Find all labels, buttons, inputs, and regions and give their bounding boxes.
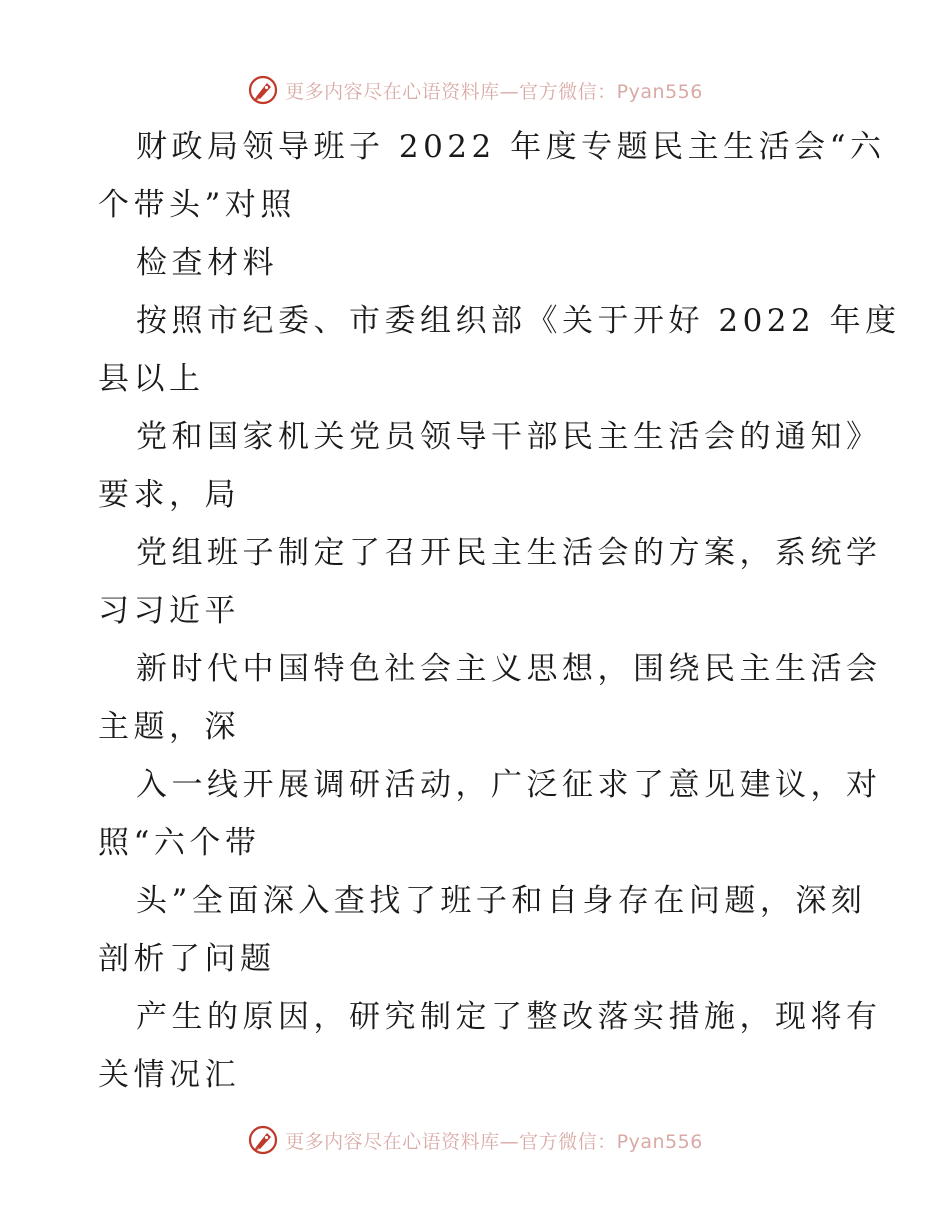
footer-banner-text: 更多内容尽在心语资料库—官方微信：Pyan556 (285, 1130, 703, 1153)
paragraph-line: 头”全面深入查找了班子和自身存在问题，深刻 (136, 883, 867, 919)
paragraph-line: 关情况汇 (98, 1057, 240, 1093)
paragraph-line: 党和国家机关党员领导干部民主生活会的通知》 (136, 419, 882, 455)
paragraph-line: 剖析了问题 (98, 941, 276, 977)
paragraph-line: 入一线开展调研活动，广泛征求了意见建议，对 (136, 767, 882, 803)
header-banner-text: 更多内容尽在心语资料库—官方微信：Pyan556 (285, 80, 703, 103)
title-line-1: 财政局领导班子 2022 年度专题民主生活会“六 (136, 129, 886, 165)
pen-nib-logo-icon (247, 74, 279, 106)
paragraph-line: 产生的原因，研究制定了整改落实措施，现将有 (136, 999, 882, 1035)
paragraph-line: 要求，局 (98, 477, 240, 513)
title-line-2: 个带头”对照 (98, 187, 296, 223)
subtitle-line: 检查材料 (136, 245, 278, 281)
paragraph-line: 习习近平 (98, 593, 240, 629)
paragraph-line: 按照市纪委、市委组织部《关于开好 2022 年度 (136, 303, 901, 339)
paragraph-line: 党组班子制定了召开民主生活会的方案，系统学 (136, 535, 882, 571)
paragraph-line: 新时代中国特色社会主义思想，围绕民主生活会 (136, 651, 882, 687)
pen-nib-logo-icon (247, 1124, 279, 1156)
paragraph-line: 县以上 (98, 361, 205, 397)
document-body (98, 118, 901, 1104)
paragraph-line: 主题，深 (98, 709, 240, 745)
header-banner (0, 70, 950, 110)
footer-banner (0, 1120, 950, 1160)
paragraph-line: 照“六个带 (98, 825, 261, 861)
